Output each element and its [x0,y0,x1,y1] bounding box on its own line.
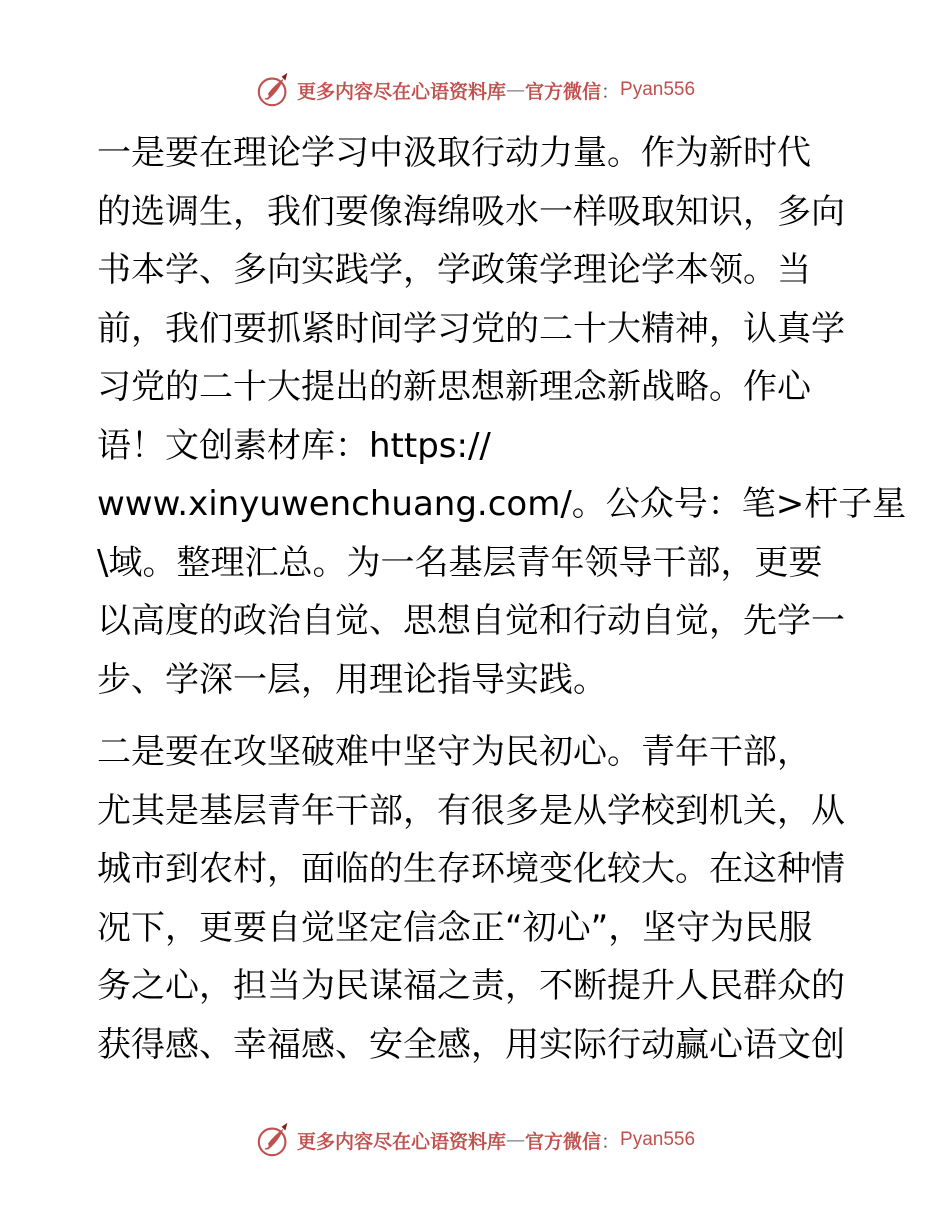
paragraph-line: 书本学、多向实践学，学政策学理论学本领。当 [97,250,811,290]
paragraph-line: 尤其是基层青年干部，有很多是从学校到机关，从 [97,790,845,831]
header-banner-label: 官方微信 [524,80,601,103]
paragraph-line: 二是要在攻坚破难中坚守为民初心。青年干部， [97,732,811,772]
paragraph-line: 城市到农村，面临的生存环境变化较大。在这种情 [97,849,845,889]
paragraph-line: \域。整理汇总。为一名基层青年领导干部，更要 [97,542,823,583]
header-banner [0,70,950,110]
paragraph-line: 的选调生，我们要像海绵吸水一样吸取知识，多向 [97,191,845,232]
paragraph-line: 前，我们要抓紧时间学习党的二十大精神，认真学 [97,308,845,349]
footer-banner-dash: — [505,1129,525,1151]
paragraph-line: 务之心，担当为民谋福之责，不断提升人民群众的 [97,966,845,1006]
paragraph-2 [97,723,857,1074]
paragraph-line: 步、学深一层，用理论指导实践。 [97,659,607,700]
paragraph-line: 习党的二十大提出的新思想新理念新战略。作心 [97,367,811,407]
brush-logo-icon [255,1121,293,1159]
footer-banner-wechat-id: Pyan556 [620,1129,696,1150]
paragraph-1 [97,124,907,709]
header-banner-dash: — [505,79,525,101]
paragraph-line: www.xinyuwenchuang.com/。公众号：笔>杆子星 [97,484,907,524]
header-banner-title: 更多内容尽在心语资料库 [296,80,506,103]
body-text [97,124,907,1074]
paragraph-line: 以高度的政治自觉、思想自觉和行动自觉，先学一 [97,601,845,641]
brush-logo-icon [255,71,293,109]
footer-banner [0,1120,950,1160]
paragraph-line: 一是要在理论学习中汲取行动力量。作为新时代 [97,133,811,173]
footer-banner-separator: ： [601,1130,621,1153]
header-banner-wechat-id: Pyan556 [620,79,696,100]
header-banner-separator: ： [601,80,621,103]
footer-banner-label: 官方微信 [524,1130,601,1153]
paragraph-line: 语！文创素材库：https:// [97,425,491,466]
paragraph-line: 获得感、幸福感、安全感，用实际行动赢心语文创 [97,1024,845,1065]
footer-banner-title: 更多内容尽在心语资料库 [296,1130,506,1153]
paragraph-line: 况下，更要自觉坚定信念正“初心”，坚守为民服 [97,907,813,948]
